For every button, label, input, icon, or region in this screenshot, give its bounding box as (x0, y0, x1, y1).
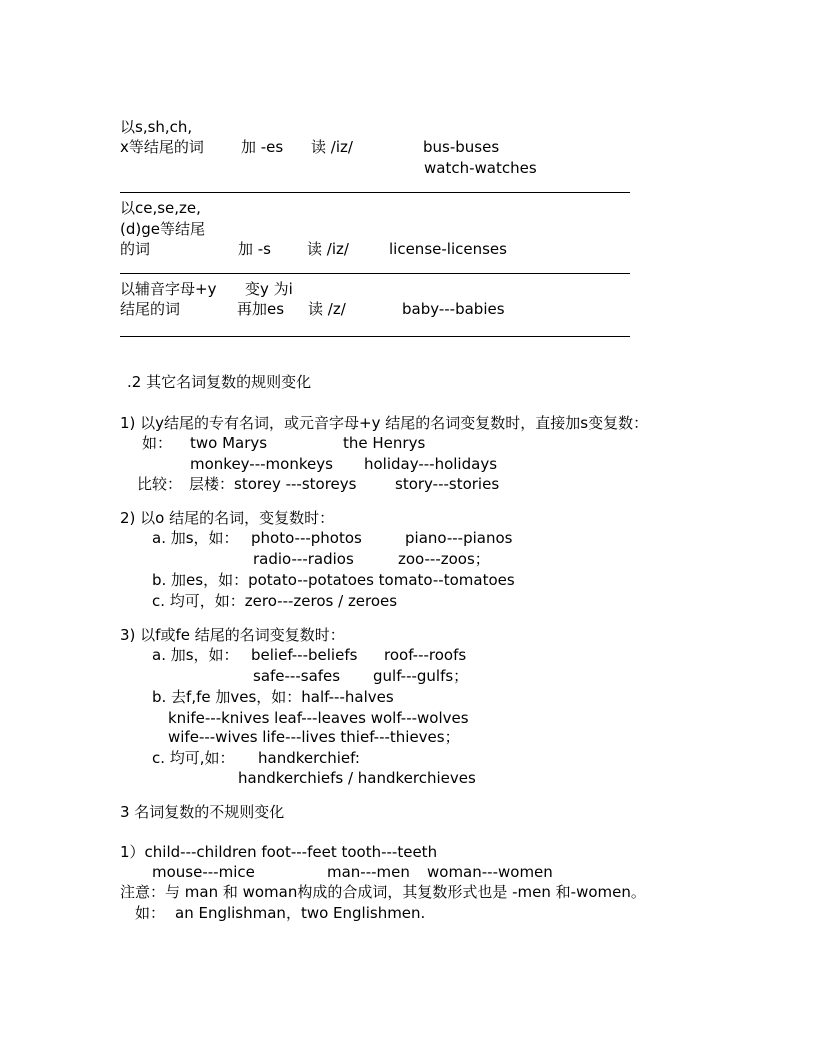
row2-pronunciation: 读 /iz/ (307, 240, 349, 258)
item2-c-line: c. 均可，如：zero---zeros / zeroes (152, 592, 398, 610)
item1-example-a: two Marys (190, 434, 268, 452)
table-divider (120, 192, 630, 193)
item1-example-f: story---stories (395, 475, 500, 493)
row2-action: 加 -s (238, 240, 271, 258)
item2-b-line: b. 加es，如：potato--potatoes tomato--tomatoes (152, 571, 515, 589)
table-divider (120, 336, 630, 337)
row1-example-1: bus-buses (423, 138, 500, 156)
item2-a-example-4: zoo---zoos； (398, 550, 490, 568)
section3-line2-b: man---men (327, 863, 410, 881)
item1-compare-label: 比较： (137, 475, 183, 493)
item2-a-example-1: photo---photos (251, 529, 362, 547)
row3-condition-line1: 以辅音字母+y (120, 280, 217, 298)
section3-line2-c: woman---women (427, 863, 553, 881)
item3-b-example-2: wife---wives life---lives thief---thieves； (168, 728, 460, 746)
item1-rule: 1) 以y结尾的专有名词，或元音字母+y 结尾的名词变复数时，直接加s变复数： (120, 414, 649, 432)
row2-condition-line3: 的词 (120, 240, 151, 258)
item3-c-example-2: handkerchiefs / handkerchieves (238, 769, 476, 787)
item3-c-label: c. 均可,如： (152, 749, 235, 767)
item2-rule: 2) 以o 结尾的名词，变复数时： (120, 509, 335, 527)
row3-example-1: baby---babies (402, 300, 505, 318)
item3-b-example-1: knife---knives leaf---leaves wolf---wolves (168, 709, 469, 727)
row1-pronunciation: 读 /iz/ (311, 138, 353, 156)
row1-action: 加 -es (241, 138, 284, 156)
row1-condition-line1: 以s,sh,ch, (120, 118, 193, 136)
row3-condition-line2: 结尾的词 (120, 300, 181, 318)
item1-ru-label: 如： (142, 434, 173, 452)
section3-example-label: 如： (135, 904, 166, 922)
item3-rule: 3) 以f或fe 结尾的名词变复数时： (120, 626, 345, 644)
item2-a-label: a. 加s，如： (152, 529, 239, 547)
section3-heading: 3 名词复数的不规则变化 (120, 803, 285, 821)
section2-heading: .2 其它名词复数的规则变化 (127, 373, 312, 391)
section3-example: an Englishman，two Englishmen. (175, 904, 426, 922)
table-divider (120, 273, 630, 274)
row3-action-line1: 变y 为i (245, 280, 293, 298)
section3-line2-a: mouse---mice (152, 863, 255, 881)
item3-c-example-1: handkerchief: (258, 749, 360, 767)
section3-note: 注意：与 man 和 woman构成的合成词，其复数形式也是 -men 和-women。 (120, 883, 646, 901)
row2-example-1: license-licenses (389, 240, 507, 258)
item1-example-e: 层楼：storey ---storeys (189, 475, 357, 493)
item2-a-example-3: radio---radios (253, 550, 354, 568)
item3-a-label: a. 加s，如： (152, 646, 239, 664)
item1-example-b: the Henrys (343, 434, 426, 452)
row1-condition-line2: x等结尾的词 (120, 138, 204, 156)
item3-a-example-4: gulf---gulfs； (373, 667, 469, 685)
item2-a-example-2: piano---pianos (405, 529, 513, 547)
row2-condition-line2: (d)ge等结尾 (120, 220, 205, 238)
section3-line1: 1）child---children foot---feet tooth---teeth (120, 843, 438, 861)
item1-example-c: monkey---monkeys (190, 455, 333, 473)
row1-example-2: watch-watches (424, 159, 537, 177)
item3-b-line: b. 去f,fe 加ves，如：half---halves (152, 688, 394, 706)
row2-condition-line1: 以ce,se,ze, (120, 199, 201, 217)
row3-action-line2: 再加es (237, 300, 285, 318)
item3-a-example-3: safe---safes (253, 667, 341, 685)
item3-a-example-2: roof---roofs (384, 646, 467, 664)
row3-pronunciation: 读 /z/ (308, 300, 346, 318)
item1-example-d: holiday---holidays (364, 455, 498, 473)
item3-a-example-1: belief---beliefs (251, 646, 358, 664)
